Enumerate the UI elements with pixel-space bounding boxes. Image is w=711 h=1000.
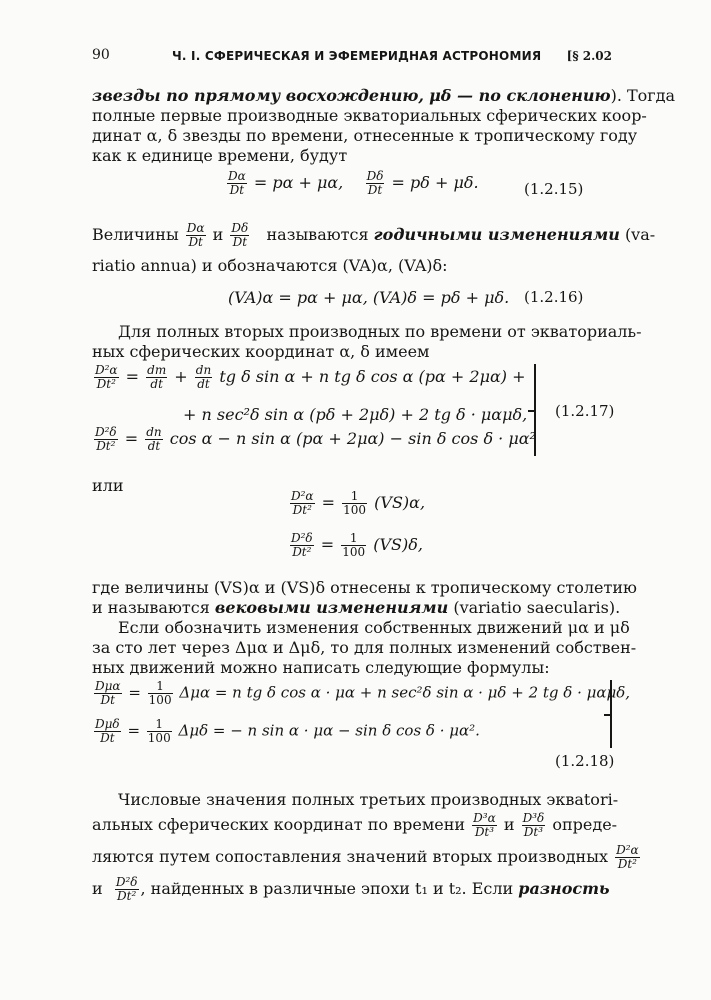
text-line: за сто лет через Δμα и Δμδ, то для полных изменений собствен- bbox=[92, 638, 637, 657]
equation-text: (VS)δ, bbox=[373, 535, 423, 554]
text-run: , найденных в различные эпохи t₁ и t₂. Если bbox=[140, 879, 514, 898]
text-line: ных движений можно написать следующие формулы: bbox=[92, 658, 550, 677]
fraction: $\frac{dn}{dt}$ bbox=[146, 425, 162, 453]
fraction: $\frac{D\alpha}{Dt}$ bbox=[186, 221, 205, 249]
text-line bbox=[92, 843, 639, 871]
fraction: $\frac{1}{100}$ bbox=[147, 717, 171, 745]
equation-text: = pδ + μδ. bbox=[391, 173, 479, 192]
fraction: $\frac{D\alpha}{Dt}$ bbox=[228, 169, 246, 197]
equation-vs-alpha bbox=[288, 490, 425, 517]
right-brace bbox=[598, 680, 612, 748]
equation-1-2-17-line1 bbox=[92, 364, 526, 391]
equation-1-2-17-line3 bbox=[92, 426, 536, 453]
operator: = bbox=[125, 367, 140, 386]
text-run: μδ — по склонению bbox=[429, 86, 611, 105]
text-run: и bbox=[92, 879, 103, 898]
text-run: (va- bbox=[624, 225, 656, 244]
equation-1-2-16: (VA)α = pα + μα, (VA)δ = pδ + μδ. bbox=[228, 288, 510, 307]
equation-number: (1.2.17) bbox=[555, 402, 615, 420]
text-line: riatio annua) и обозначаются (VA)α, (VA)δ: bbox=[92, 256, 448, 275]
equation-1-2-18-line1 bbox=[92, 680, 630, 707]
equation-number: (1.2.16) bbox=[524, 288, 584, 306]
text-line: как к единице времени, будут bbox=[92, 146, 348, 165]
equation-number: (1.2.15) bbox=[524, 180, 584, 198]
text-run: и bbox=[503, 815, 515, 834]
fraction: $\frac{\text{D²δ}}{\text{Dt²}}$ bbox=[95, 425, 117, 453]
fraction: $\frac{\text{D²α}}{\text{Dt²}}$ bbox=[616, 843, 639, 871]
fraction: $\frac{\text{D²δ}}{\text{Dt²}}$ bbox=[115, 875, 138, 903]
operator: = bbox=[127, 721, 141, 740]
fraction: $\frac{\text{D²δ}}{\text{Dt²}}$ bbox=[291, 531, 313, 559]
text-line bbox=[92, 811, 618, 839]
text-run: разность bbox=[518, 879, 610, 898]
fraction: $\frac{\text{D²α}}{\text{Dt²}}$ bbox=[291, 489, 314, 517]
fraction: $\frac{1}{100}$ bbox=[343, 489, 367, 517]
text-run: и называются bbox=[92, 598, 210, 617]
fraction: $\frac{\text{Dμα}}{Dt}$ bbox=[95, 679, 121, 707]
equation-number: (1.2.18) bbox=[555, 752, 615, 770]
operator: = bbox=[320, 535, 335, 554]
equation-text: cos α − n sin α (pα + 2μα) − sin δ cos δ · μα² bbox=[169, 429, 536, 448]
text-line bbox=[92, 221, 656, 249]
operator: = bbox=[321, 493, 336, 512]
equation-1-2-15 bbox=[225, 170, 479, 197]
fraction: $\frac{\text{D³δ}}{\text{Dt³}}$ bbox=[522, 811, 545, 839]
running-title: Ч. I. СФЕРИЧЕСКАЯ И ЭФЕМЕРИДНАЯ АСТРОНОМИЯ bbox=[172, 49, 542, 63]
fraction: $\frac{1}{100}$ bbox=[342, 531, 366, 559]
text-line bbox=[92, 876, 614, 903]
text-run: вековыми изменениями bbox=[214, 598, 449, 617]
text-run: альных сферических координат по времени bbox=[92, 815, 466, 834]
text-line: ных сферических координат α, δ имеем bbox=[92, 342, 430, 361]
fraction: $\frac{\text{D³α}}{\text{Dt³}}$ bbox=[473, 811, 496, 839]
text-line: где величины (VS)α и (VS)δ отнесены к тропическому столетию bbox=[92, 578, 637, 597]
text-line: динат α, δ звезды по времени, отнесенные к тропическому году bbox=[92, 126, 638, 145]
text-run: и bbox=[212, 225, 224, 244]
fraction: $\frac{D\delta}{Dt}$ bbox=[231, 221, 249, 249]
equation-text: tg δ sin α + n tg δ cos α (pα + 2μα) + bbox=[219, 367, 526, 386]
operator: = bbox=[128, 683, 141, 702]
page-number: 90 bbox=[92, 47, 110, 63]
equation-vs-delta bbox=[288, 532, 423, 559]
equation-1-2-18-line2 bbox=[92, 718, 480, 745]
fraction: $\frac{dm}{dt}$ bbox=[147, 363, 167, 391]
text-line: Для полных вторых производных по времени от экваториаль- bbox=[118, 322, 642, 341]
text-line: или bbox=[92, 476, 124, 495]
text-run: ). Тогда bbox=[610, 86, 676, 105]
equation-text: (VS)α, bbox=[374, 493, 426, 512]
text-line: полные первые производные экваториальных сферических коор- bbox=[92, 106, 647, 125]
equation-1-2-17-line2: + n sec²δ sin α (pδ + 2μδ) + 2 tg δ · μαμδ, bbox=[183, 405, 528, 424]
text-run: годичными изменениями bbox=[373, 225, 620, 244]
section-number: [§ 2.02 bbox=[566, 49, 612, 63]
right-brace bbox=[522, 364, 536, 456]
text-run: Величины bbox=[92, 225, 179, 244]
equation-text: Δμα = n tg δ cos α · μα + n sec²δ sin α · μδ + 2 tg δ · μαμδ, bbox=[179, 683, 631, 702]
fraction: $\frac{\text{Dμδ}}{Dt}$ bbox=[95, 717, 120, 745]
operator: + bbox=[174, 367, 188, 386]
text-line bbox=[92, 86, 676, 106]
operator: = bbox=[124, 429, 139, 448]
fraction: $\frac{\text{D²α}}{\text{Dt²}}$ bbox=[95, 363, 118, 391]
text-run: звезды по прямому восхождению, bbox=[92, 86, 424, 105]
equation-text: Δμδ = − n sin α · μα − sin δ cos δ · μα². bbox=[178, 721, 480, 740]
text-run: называются bbox=[266, 225, 369, 244]
text-line: Если обозначить изменения собственных движений μα и μδ bbox=[118, 618, 630, 637]
fraction: $\frac{1}{100}$ bbox=[148, 679, 172, 707]
text-line bbox=[92, 598, 621, 618]
text-run: опреде- bbox=[552, 815, 618, 834]
fraction: $\frac{dn}{dt}$ bbox=[195, 363, 212, 391]
text-line: Числовые значения полных третьих производных эквatori- bbox=[118, 790, 619, 809]
equation-text: = pα + μα, bbox=[253, 173, 344, 192]
running-header bbox=[92, 47, 612, 69]
text-run: ляются путем сопоставления значений вторых производных bbox=[92, 847, 608, 866]
fraction: $\frac{D\delta}{Dt}$ bbox=[366, 169, 384, 197]
text-run: (variatio saecularis). bbox=[453, 598, 621, 617]
